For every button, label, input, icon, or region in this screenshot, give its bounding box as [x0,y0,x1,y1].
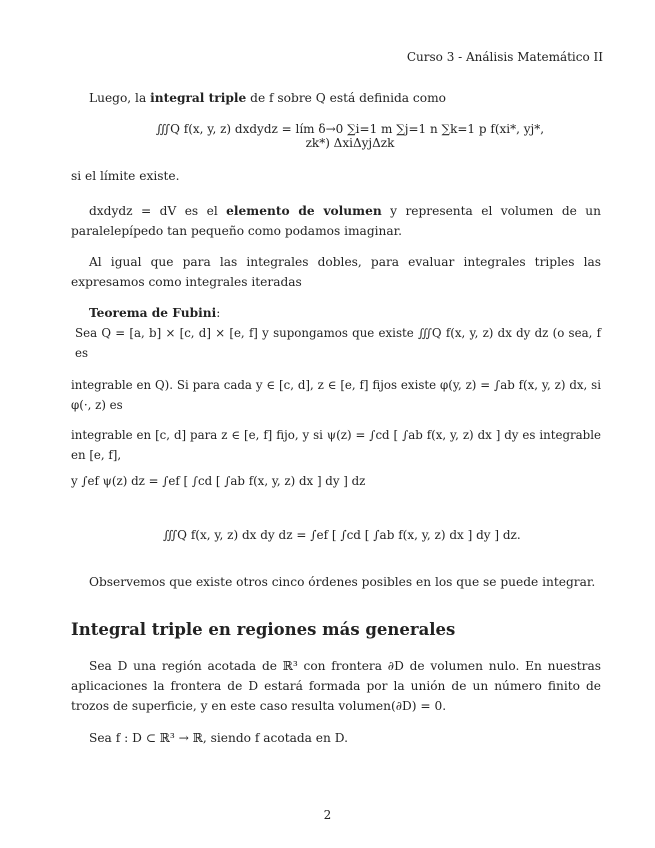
paragraph-function-f: Sea f : D ⊂ ℝ³ → ℝ, siendo f acotada en D. [89,731,348,745]
volume-suffix: y representa el volumen de un paralelepípedo tan pequeño como podamos imaginar. [71,204,601,238]
theorem-line-4: y ∫ef ψ(z) dz = ∫ef [ ∫cd [ ∫ab f(x, y, z) dx ] dy ] dz [71,474,366,488]
equation-triple-integral-definition: ∭Q f(x, y, z) dxdydz = lím δ→0 ∑i=1 m ∑j=1 n ∑k=1 p f(xi*, yj*, zk*) ΔxiΔyjΔzk [155,122,545,150]
paragraph-iterated: Al igual que para las integrales dobles, para evaluar integrales triples las expresamos como integrales iteradas [71,255,601,289]
theorem-title: Teorema de Fubini: [89,306,221,320]
theorem-line-3: integrable en [c, d] para z ∈ [e, f] fijo, y si ψ(z) = ∫cd [ ∫ab f(x, y, z) dx ] dy es integrable en [e, f], [71,428,601,462]
paragraph-limit-exists: si el límite existe. [71,169,180,183]
equation-fubini: ∭Q f(x, y, z) dx dy dz = ∫ef [ ∫cd [ ∫ab f(x, y, z) dx ] dy ] dz. [163,528,521,542]
section-title: Integral triple en regiones más generales [71,620,456,639]
paragraph-orders: Observemos que existe otros cinco órdenes posibles en los que se puede integrar. [89,575,596,589]
intro-bold: integral triple [150,91,247,105]
running-header: Curso 3 - Análisis Matemático II [406,50,603,64]
theorem-line-2: integrable en Q). Si para cada y ∈ [c, d], z ∈ [e, f] fijos existe φ(y, z) = ∫ab f(x, y, z) dx, si φ(·, z) es [71,378,601,412]
paragraph-intro [71,88,601,108]
paragraph-region-D: Sea D una región acotada de ℝ³ con frontera ∂D de volumen nulo. En nuestras aplicaciones la frontera de D estará formada por la unión de un número finito de trozos de superficie, y en este caso resulta volumen(∂D) = 0. [71,659,601,713]
volume-bold: elemento de volumen [226,204,382,218]
theorem-line-1: Sea Q = [a, b] × [c, d] × [e, f] y supongamos que existe ∭Q f(x, y, z) dx dy dz (o sea, f es [75,326,601,360]
paragraph-volume-element [71,201,601,241]
volume-prefix: dxdydz = dV es el [89,204,227,218]
intro-suffix: de f sobre Q está definida como [246,91,446,105]
page-number: 2 [323,808,332,822]
theorem-title-text: Teorema de Fubini [89,306,217,320]
intro-prefix: Luego, la [89,91,151,105]
